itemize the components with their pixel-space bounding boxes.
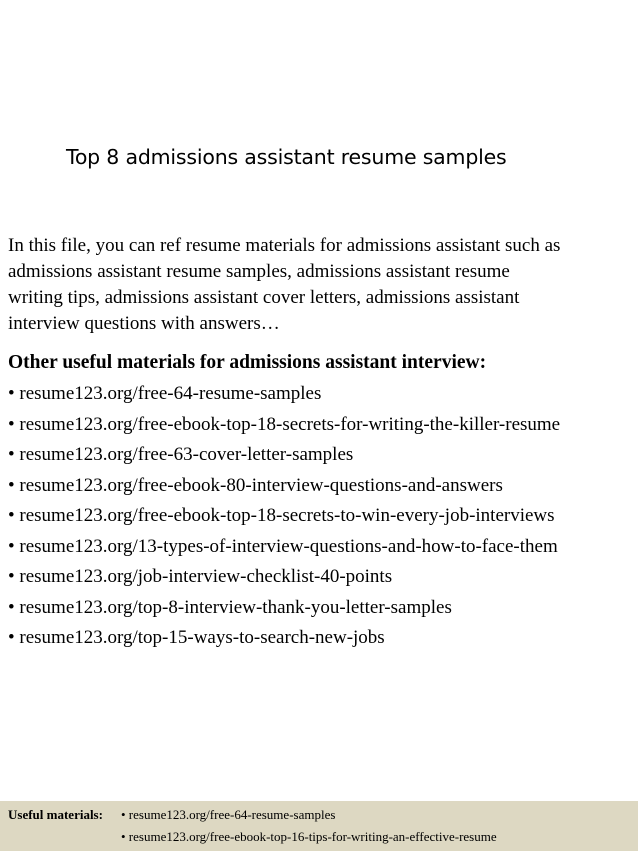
- material-link[interactable]: • resume123.org/top-15-ways-to-search-new-jobs: [8, 627, 385, 648]
- intro-line: writing tips, admissions assistant cover letters, admissions assistant: [8, 287, 520, 308]
- intro-paragraph: [8, 233, 633, 337]
- materials-heading: Other useful materials for admissions assistant interview:: [8, 352, 487, 373]
- footer-link[interactable]: • resume123.org/free-64-resume-samples: [121, 807, 336, 822]
- material-link[interactable]: • resume123.org/job-interview-checklist-40-points: [8, 566, 393, 587]
- material-link[interactable]: • resume123.org/free-63-cover-letter-samples: [8, 444, 354, 465]
- material-link[interactable]: • resume123.org/free-64-resume-samples: [8, 383, 322, 404]
- intro-line: In this file, you can ref resume materials for admissions assistant such as: [8, 235, 561, 256]
- intro-line: admissions assistant resume samples, admissions assistant resume: [8, 261, 510, 282]
- material-link[interactable]: • resume123.org/free-ebook-top-18-secrets-for-writing-the-killer-resume: [8, 413, 561, 435]
- footer-link-list: [121, 804, 497, 848]
- page-title: Top 8 admissions assistant resume samples: [66, 145, 507, 169]
- footer-link[interactable]: • resume123.org/free-ebook-top-16-tips-for-writing-an-effective-resume: [121, 829, 497, 844]
- material-link[interactable]: • resume123.org/free-ebook-80-interview-questions-and-answers: [8, 474, 503, 496]
- footer-label: [8, 804, 103, 826]
- material-link[interactable]: • resume123.org/free-ebook-top-18-secrets-to-win-every-job-interviews: [8, 505, 555, 526]
- material-link[interactable]: • resume123.org/13-types-of-interview-questions-and-how-to-face-them: [8, 535, 558, 557]
- footer-label-text: Useful materials: [8, 807, 99, 822]
- material-link[interactable]: • resume123.org/top-8-interview-thank-you-letter-samples: [8, 596, 452, 618]
- footer-bar: [0, 801, 638, 851]
- intro-line: interview questions with answers…: [8, 313, 280, 334]
- footer-label-separator: :: [98, 807, 103, 822]
- materials-link-list: [8, 379, 560, 654]
